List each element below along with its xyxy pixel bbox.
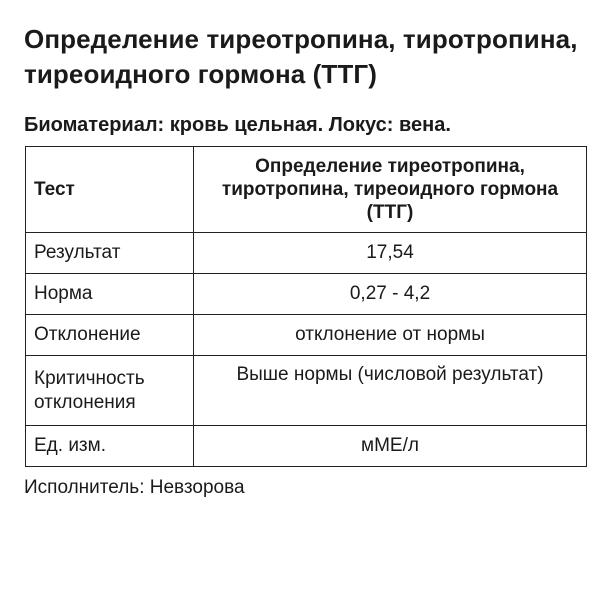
row-label-deviation: Отклонение [26, 315, 194, 356]
row-value-unit: мМЕ/л [194, 426, 587, 467]
row-label-criticality: Критичность отклонения [26, 356, 194, 426]
table-row [26, 233, 587, 274]
results-table [25, 146, 587, 467]
row-value-criticality: Выше нормы (числовой результат) [194, 356, 587, 426]
table-row [26, 315, 587, 356]
row-label-norm: Норма [26, 274, 194, 315]
row-label-result: Результат [26, 233, 194, 274]
table-header-row [26, 147, 587, 233]
biomaterial-subtitle: Биоматериал: кровь цельная. Локус: вена. [24, 114, 451, 136]
page-title: Определение тиреотропина, тиротропина, тиреоидного гормона (ТТГ) [24, 24, 578, 89]
row-value-deviation: отклонение от нормы [194, 315, 587, 356]
table-row [26, 356, 587, 426]
table-row [26, 274, 587, 315]
row-value-norm: 0,27 - 4,2 [194, 274, 587, 315]
table-row [26, 426, 587, 467]
performer-footer: Исполнитель: Невзорова [24, 477, 245, 498]
row-label-unit: Ед. изм. [26, 426, 194, 467]
header-test-name: Определение тиреотропина, тиротропина, тиреоидного гормона (ТТГ) [194, 147, 587, 233]
header-test-label: Тест [26, 147, 194, 233]
document-page [24, 22, 590, 500]
row-value-result: 17,54 [194, 233, 587, 274]
